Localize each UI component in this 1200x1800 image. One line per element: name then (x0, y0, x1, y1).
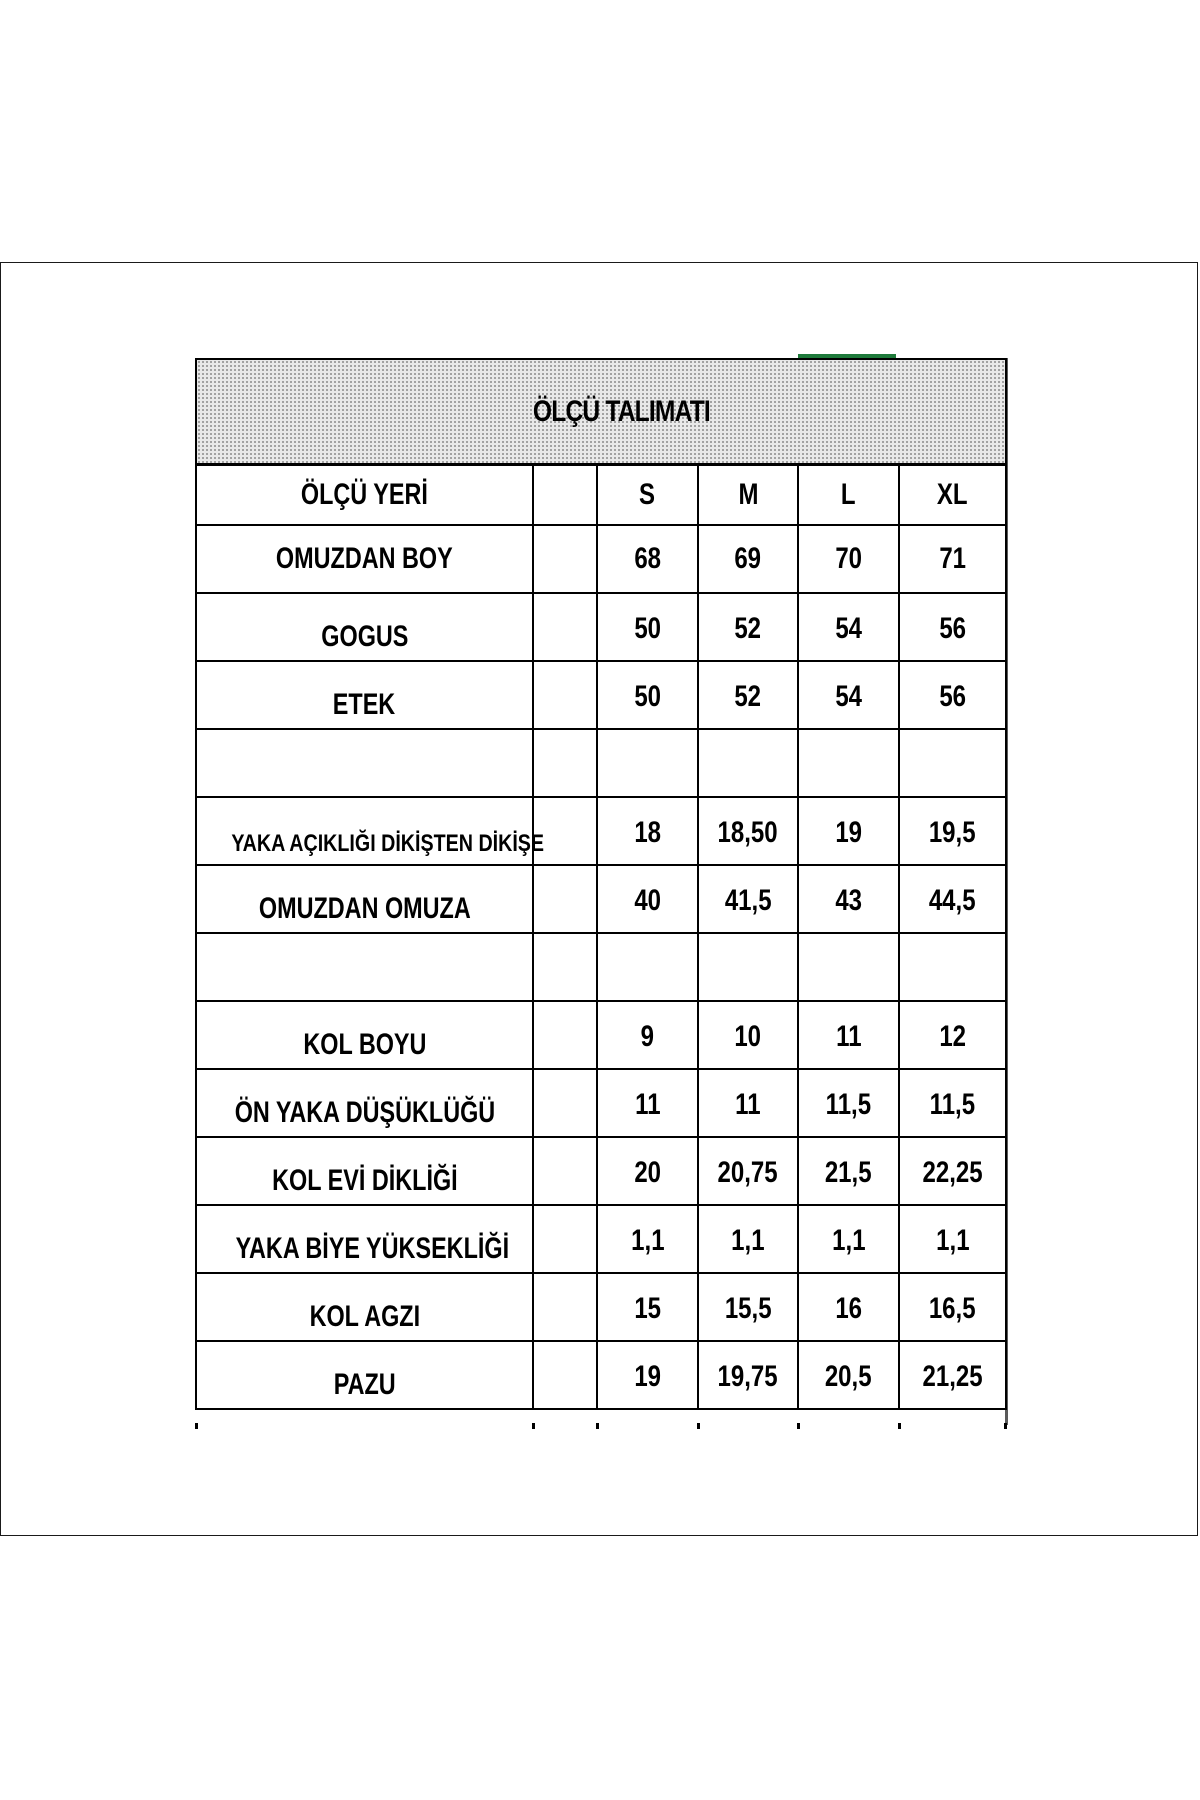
size-value-cell (798, 1341, 899, 1409)
size-value: 40 (634, 884, 661, 917)
table-row (196, 593, 1006, 661)
size-value-cell (597, 1001, 698, 1069)
table-row (196, 1069, 1006, 1137)
size-value-cell (798, 661, 899, 729)
table-tail-mark (195, 1423, 198, 1429)
size-value: 71 (939, 542, 966, 575)
table-row (196, 661, 1006, 729)
table-header-row (196, 465, 1006, 526)
size-value: 70 (835, 542, 862, 575)
blank-cell (533, 729, 597, 797)
table-row (196, 729, 1006, 797)
header-size-l (798, 465, 899, 526)
size-value-cell (698, 933, 798, 1001)
blank-cell (533, 1137, 597, 1205)
size-value: 54 (835, 680, 862, 713)
size-value: 19 (835, 816, 862, 849)
size-chart-table (195, 358, 1007, 1410)
size-value-cell (798, 797, 899, 865)
row-label-cell (196, 933, 533, 1001)
size-value: 56 (939, 612, 966, 645)
size-value: 10 (734, 1020, 762, 1053)
header-label-cell (196, 465, 533, 526)
blank-cell (533, 661, 597, 729)
size-value-cell (597, 797, 698, 865)
size-value-cell (597, 661, 698, 729)
size-value-cell (698, 1069, 798, 1137)
size-value: 20 (634, 1156, 661, 1189)
size-value-cell (798, 593, 899, 661)
table-tail-mark (797, 1423, 800, 1429)
size-value: 20,75 (717, 1156, 779, 1189)
table-row (196, 1341, 1006, 1409)
size-value: 21,25 (922, 1360, 983, 1393)
size-value-cell (899, 729, 1006, 797)
header-size-s (597, 465, 698, 526)
size-value-cell (698, 729, 798, 797)
table-row (196, 1205, 1006, 1273)
size-value: 11 (634, 1088, 661, 1121)
size-value: 56 (939, 680, 966, 713)
size-value: 20,5 (825, 1360, 872, 1393)
size-value: 50 (634, 612, 661, 645)
size-value-cell (798, 1069, 899, 1137)
blank-cell (533, 865, 597, 933)
row-label: YAKA BİYE YÜKSEKLİĞİ (235, 1232, 510, 1265)
table-row (196, 865, 1006, 933)
header-size-xl (899, 465, 1006, 526)
table-row (196, 525, 1006, 593)
size-value: 68 (634, 542, 661, 575)
size-value: 16,5 (929, 1292, 976, 1325)
size-value-cell (597, 593, 698, 661)
size-value: 69 (734, 542, 762, 575)
size-value: 19,75 (717, 1360, 779, 1393)
size-value-cell (597, 933, 698, 1001)
size-value: 52 (734, 612, 762, 645)
size-value: 18 (634, 816, 661, 849)
size-value-cell (597, 1137, 698, 1205)
size-value: 15,5 (724, 1292, 772, 1325)
size-value-cell (597, 729, 698, 797)
size-value-cell (698, 1205, 798, 1273)
table-tail-mark (532, 1423, 535, 1429)
size-value-cell (698, 797, 798, 865)
size-value-cell (597, 1069, 698, 1137)
size-value: 1,1 (731, 1224, 765, 1257)
header-label: ÖLÇÜ YERİ (301, 478, 428, 511)
size-value-cell (798, 1273, 899, 1341)
row-label-cell (196, 797, 545, 865)
row-label-cell (196, 593, 533, 661)
size-value: 9 (640, 1020, 655, 1053)
blank-cell (533, 593, 597, 661)
table-tail-mark (697, 1423, 700, 1429)
row-label-cell (196, 865, 533, 933)
size-value-cell (899, 797, 1006, 865)
row-label-cell (196, 729, 533, 797)
size-value-cell (597, 525, 698, 593)
size-value-cell (899, 1137, 1006, 1205)
size-value: 11,5 (825, 1088, 872, 1121)
size-value-cell (698, 525, 798, 593)
blank-cell (533, 525, 597, 593)
table-title-text: ÖLÇÜ TALIMATI (533, 394, 710, 428)
header-blank-cell (533, 465, 597, 526)
table-row (196, 797, 1006, 865)
blank-cell (533, 1205, 597, 1273)
row-label-cell (196, 1001, 533, 1069)
row-label: GOGUS (320, 620, 409, 653)
row-label-cell (196, 1205, 533, 1273)
row-label: YAKA AÇIKLIĞI DİKİŞTEN DİKİŞE (231, 830, 545, 857)
table-title (196, 359, 1006, 465)
size-value-cell (798, 933, 899, 1001)
header-size-label: XL (937, 478, 968, 511)
row-label: OMUZDAN BOY (276, 542, 453, 575)
size-value: 22,25 (922, 1156, 983, 1189)
row-label: KOL AGZI (309, 1300, 420, 1333)
table-row (196, 1137, 1006, 1205)
size-value: 52 (734, 680, 762, 713)
size-value-cell (798, 1205, 899, 1273)
size-value-cell (899, 1273, 1006, 1341)
size-value-cell (899, 525, 1006, 593)
size-value-cell (597, 1205, 698, 1273)
row-label-cell (196, 1341, 533, 1409)
row-label: KOL EVİ DİKLİĞİ (271, 1164, 458, 1197)
table-row (196, 1001, 1006, 1069)
table-tail-mark (1004, 1423, 1007, 1429)
row-label: PAZU (333, 1368, 396, 1401)
size-value: 15 (634, 1292, 661, 1325)
size-value-cell (597, 1273, 698, 1341)
header-size-label: M (738, 478, 758, 511)
size-value-cell (798, 1137, 899, 1205)
blank-cell (533, 1273, 597, 1341)
size-value-cell (899, 661, 1006, 729)
size-value-cell (698, 1001, 798, 1069)
size-value-cell (899, 1069, 1006, 1137)
size-value: 11 (735, 1088, 761, 1121)
size-value: 21,5 (825, 1156, 872, 1189)
header-size-label: L (841, 478, 856, 511)
row-label-cell (196, 525, 533, 593)
size-value-cell (798, 865, 899, 933)
row-label: ÖN YAKA DÜŞÜKLÜĞÜ (234, 1096, 495, 1129)
blank-cell (533, 1001, 597, 1069)
table-tail-mark (898, 1423, 901, 1429)
size-value-cell (698, 1137, 798, 1205)
size-value: 44,5 (929, 884, 976, 917)
header-size-m (698, 465, 798, 526)
size-value: 1,1 (630, 1224, 665, 1257)
size-value: 16 (835, 1292, 862, 1325)
size-value-cell (597, 865, 698, 933)
size-value: 18,50 (717, 816, 779, 849)
size-value-cell (899, 865, 1006, 933)
size-value: 41,5 (724, 884, 772, 917)
size-value: 11,5 (929, 1088, 976, 1121)
size-value-cell (798, 525, 899, 593)
row-label-cell (196, 1137, 533, 1205)
table-row (196, 1273, 1006, 1341)
blank-cell (533, 933, 597, 1001)
size-value-cell (899, 933, 1006, 1001)
size-value: 19,5 (929, 816, 976, 849)
size-value-cell (597, 1341, 698, 1409)
size-value-cell (698, 1273, 798, 1341)
size-value-cell (899, 593, 1006, 661)
size-value: 54 (835, 612, 862, 645)
row-label-cell (196, 1273, 533, 1341)
size-value-cell (698, 661, 798, 729)
size-value-cell (899, 1341, 1006, 1409)
row-label: KOL BOYU (302, 1028, 427, 1061)
size-value: 50 (634, 680, 661, 713)
size-value: 19 (634, 1360, 661, 1393)
row-label: OMUZDAN OMUZA (258, 892, 471, 925)
row-label-cell (196, 661, 533, 729)
header-size-label: S (639, 478, 656, 511)
blank-cell (533, 1341, 597, 1409)
size-value: 1,1 (935, 1224, 970, 1257)
size-value-cell (899, 1001, 1006, 1069)
size-value-cell (798, 729, 899, 797)
size-value: 12 (939, 1020, 966, 1053)
size-value: 1,1 (831, 1224, 866, 1257)
table-row (196, 933, 1006, 1001)
size-value-cell (698, 1341, 798, 1409)
size-value-cell (698, 593, 798, 661)
size-value-cell (899, 1205, 1006, 1273)
size-value-cell (798, 1001, 899, 1069)
size-value-cell (698, 865, 798, 933)
blank-cell (533, 1069, 597, 1137)
table-tail-mark (596, 1423, 599, 1429)
row-label: ETEK (333, 688, 396, 721)
size-value: 11 (835, 1020, 862, 1053)
size-value: 43 (835, 884, 862, 917)
row-label-cell (196, 1069, 533, 1137)
